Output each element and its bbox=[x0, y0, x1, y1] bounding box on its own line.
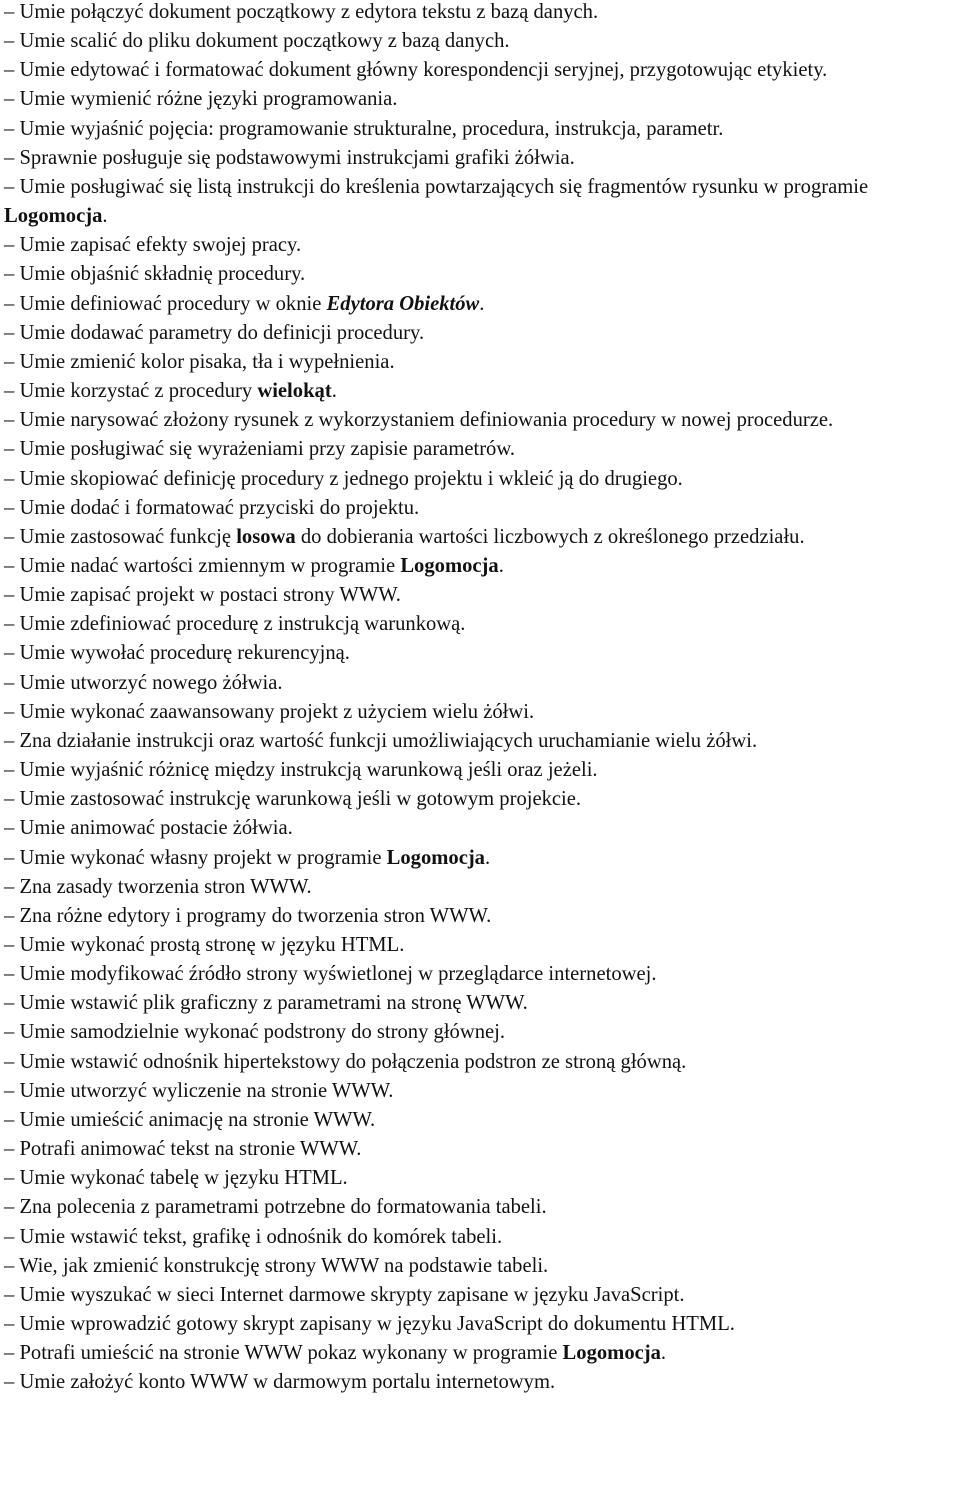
list-item-text: – Sprawnie posługuje się podstawowymi instrukcjami grafiki żółwia. bbox=[4, 146, 575, 169]
list-item bbox=[4, 144, 960, 173]
list-item-text: – Umie posługiwać się wyrażeniami przy zapisie parametrów. bbox=[4, 438, 516, 461]
list-item bbox=[4, 85, 960, 114]
list-item bbox=[4, 581, 960, 610]
list-item bbox=[4, 931, 960, 960]
list-item-text: – Umie narysować złożony rysunek z wykorzystaniem definiowania procedury w nowej procedurze. bbox=[4, 409, 834, 432]
list-item-text: . bbox=[498, 554, 504, 577]
list-item-text: – Umie scalić do pliku dokument początkowy z bazą danych. bbox=[4, 30, 510, 53]
emphasized-text: losowa bbox=[236, 525, 296, 548]
list-item bbox=[4, 1018, 960, 1047]
list-item-text: – Umie dodawać parametry do definicji procedury. bbox=[4, 321, 425, 344]
emphasized-text: Logomocja bbox=[386, 846, 485, 869]
list-item-text: – Umie samodzielnie wykonać podstrony do strony głównej. bbox=[4, 1021, 506, 1044]
list-item-text: – Umie połączyć dokument początkowy z edytora tekstu z bazą danych. bbox=[4, 1, 599, 23]
list-item-text: . bbox=[484, 846, 491, 869]
list-item-text: – Umie modyfikować źródło strony wyświetlonej w przeglądarce internetowej. bbox=[4, 963, 657, 986]
list-item bbox=[4, 1368, 960, 1397]
list-item-text: – Umie wstawić odnośnik hipertekstowy do połączenia podstron ze stroną główną. bbox=[4, 1050, 687, 1073]
list-item bbox=[4, 844, 960, 873]
list-item bbox=[4, 1339, 960, 1368]
list-item-text: – Umie wykonać zaawansowany projekt z użyciem wielu żółwi. bbox=[4, 700, 535, 723]
list-item bbox=[4, 465, 960, 494]
list-item bbox=[4, 56, 960, 85]
list-item-text: – Umie posługiwać się listą instrukcji do kreślenia powtarzających się fragmentów rysunku w programie bbox=[4, 175, 869, 198]
list-item-text: do dobierania wartości liczbowych z określonego przedziału. bbox=[295, 525, 805, 548]
list-item bbox=[4, 989, 960, 1018]
list-item-text: – Umie dodać i formatować przyciski do projektu. bbox=[4, 496, 420, 519]
list-item-text: – Zna działanie instrukcji oraz wartość funkcji umożliwiających uruchamianie wielu żółwi. bbox=[4, 729, 758, 752]
list-item-text: – Umie edytować i formatować dokument główny korespondencji seryjnej, przygotowując etykiety. bbox=[4, 59, 828, 82]
list-item-text: – Zna zasady tworzenia stron WWW. bbox=[4, 875, 312, 898]
list-item-text: – Wie, jak zmienić konstrukcję strony WWW na podstawie tabeli. bbox=[4, 1254, 549, 1277]
list-item-text: – Umie umieścić animację na stronie WWW. bbox=[4, 1108, 376, 1131]
list-item bbox=[4, 902, 960, 931]
list-item bbox=[4, 290, 960, 319]
list-item bbox=[4, 552, 960, 581]
list-item bbox=[4, 348, 960, 377]
list-item bbox=[4, 377, 960, 406]
list-item-text: . bbox=[331, 380, 337, 403]
list-item-text: . bbox=[660, 1342, 667, 1365]
list-item-text: – Umie zapisać projekt w postaci strony WWW. bbox=[4, 584, 401, 607]
list-item bbox=[4, 698, 960, 727]
list-item bbox=[4, 231, 960, 260]
list-item-text: – Umie wykonać tabelę w języku HTML. bbox=[4, 1167, 348, 1190]
list-item-text: – Umie zapisać efekty swojej pracy. bbox=[4, 234, 302, 257]
list-item-text: – Umie wyjaśnić różnicę między instrukcją warunkową jeśli oraz jeżeli. bbox=[4, 759, 598, 782]
emphasized-text: Edytora Obiektów bbox=[326, 292, 480, 315]
list-item-text: – Umie wprowadzić gotowy skrypt zapisany w języku JavaScript do dokumentu HTML. bbox=[4, 1313, 735, 1336]
list-item-text: – Zna polecenia z parametrami potrzebne do formatowania tabeli. bbox=[4, 1196, 547, 1219]
emphasized-text: Logomocja bbox=[400, 554, 499, 577]
list-item bbox=[4, 1048, 960, 1077]
list-item-text: – Umie wyszukać w sieci Internet darmowe skrypty zapisane w języku JavaScript. bbox=[4, 1283, 685, 1306]
list-item-text: – Umie wstawić tekst, grafikę i odnośnik do komórek tabeli. bbox=[4, 1225, 503, 1248]
list-item-text: – Umie skopiować definicję procedury z jednego projektu i wkleić ją do drugiego. bbox=[4, 467, 683, 490]
list-item bbox=[4, 1223, 960, 1252]
list-item-text: . bbox=[479, 292, 485, 315]
list-item bbox=[4, 523, 960, 552]
list-item bbox=[4, 1106, 960, 1135]
list-item bbox=[4, 610, 960, 639]
list-item-text: – Umie wstawić plik graficzny z parametrami na stronę WWW. bbox=[4, 992, 528, 1015]
list-item-text: – Umie zdefiniować procedurę z instrukcją warunkową. bbox=[4, 613, 466, 636]
list-item-text: – Umie utworzyć nowego żółwia. bbox=[4, 671, 283, 694]
list-item-text: – Umie definiować procedury w oknie bbox=[4, 292, 327, 315]
list-item bbox=[4, 814, 960, 843]
list-item-text: – Umie korzystać z procedury bbox=[4, 380, 258, 403]
list-item bbox=[4, 1135, 960, 1164]
list-item-text: – Umie wykonać prostą stronę w języku HTML. bbox=[4, 934, 405, 956]
list-item bbox=[4, 873, 960, 902]
list-item-text: – Umie nadać wartości zmiennym w programie bbox=[4, 554, 401, 577]
list-item bbox=[4, 319, 960, 348]
list-item bbox=[4, 406, 960, 435]
list-item-text: – Umie animować postacie żółwia. bbox=[4, 817, 293, 840]
list-item bbox=[4, 260, 960, 289]
list-item bbox=[4, 27, 960, 56]
list-item bbox=[4, 727, 960, 756]
list-item bbox=[4, 173, 960, 231]
emphasized-text: Logomocja bbox=[4, 205, 103, 228]
list-item-text: – Umie utworzyć wyliczenie na stronie WWW. bbox=[4, 1079, 394, 1102]
list-item-text: – Umie zastosować funkcję bbox=[4, 525, 237, 548]
list-item-text: – Umie objaśnić składnię procedury. bbox=[4, 263, 306, 286]
list-item bbox=[4, 1077, 960, 1106]
list-item bbox=[4, 639, 960, 668]
list-item-text: – Umie wymienić różne języki programowania. bbox=[4, 88, 398, 111]
list-item-text: – Umie zastosować instrukcję warunkową jeśli w gotowym projekcie. bbox=[4, 788, 582, 811]
list-item bbox=[4, 435, 960, 464]
list-item bbox=[4, 1310, 960, 1339]
list-item bbox=[4, 1252, 960, 1281]
list-item-text: – Potrafi animować tekst na stronie WWW. bbox=[4, 1138, 362, 1161]
list-item bbox=[4, 1193, 960, 1222]
list-item-text: – Umie wyjaśnić pojęcia: programowanie strukturalne, procedura, instrukcja, parametr. bbox=[4, 117, 724, 140]
list-item-text: – Umie założyć konto WWW w darmowym portalu internetowym. bbox=[4, 1371, 556, 1394]
list-item bbox=[4, 669, 960, 698]
list-item bbox=[4, 785, 960, 814]
list-item bbox=[4, 960, 960, 989]
list-item-text: – Umie wywołać procedurę rekurencyjną. bbox=[4, 642, 350, 665]
list-item-text: – Umie wykonać własny projekt w programie bbox=[4, 846, 387, 869]
list-item bbox=[4, 756, 960, 785]
emphasized-text: wielokąt bbox=[257, 380, 332, 403]
list-item-text: – Zna różne edytory i programy do tworzenia stron WWW. bbox=[4, 904, 492, 927]
list-item bbox=[4, 1281, 960, 1310]
skills-list bbox=[4, 0, 960, 1398]
list-item-text: – Umie zmienić kolor pisaka, tła i wypełnienia. bbox=[4, 350, 395, 373]
list-item bbox=[4, 115, 960, 144]
emphasized-text: Logomocja bbox=[562, 1342, 661, 1365]
list-item-text: . bbox=[102, 205, 108, 228]
list-item bbox=[4, 1164, 960, 1193]
list-item bbox=[4, 494, 960, 523]
list-item bbox=[4, 0, 960, 27]
list-item-text: – Potrafi umieścić na stronie WWW pokaz wykonany w programie bbox=[4, 1342, 563, 1365]
